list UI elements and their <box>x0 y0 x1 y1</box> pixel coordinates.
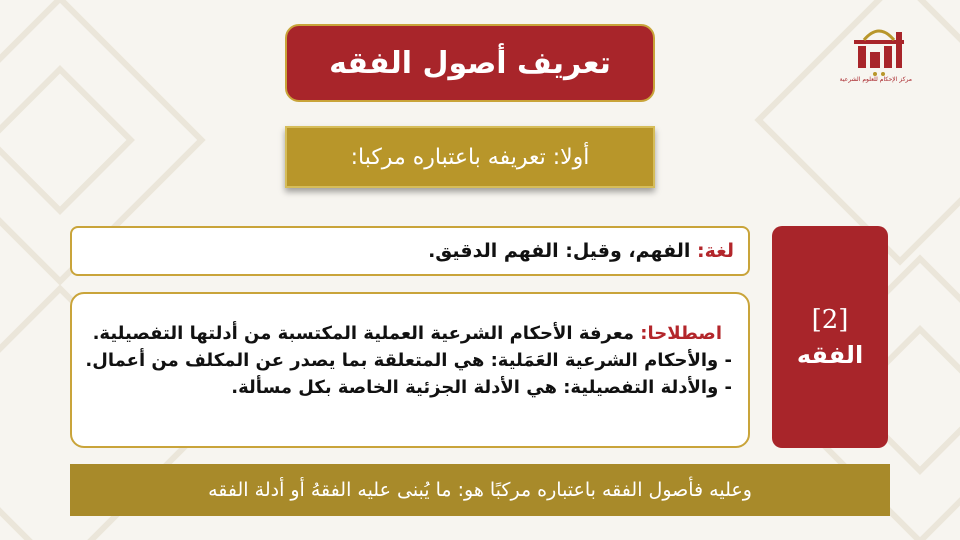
language-label: لغة: <box>697 240 734 262</box>
technical-text: معرفة الأحكام الشرعية العملية المكتسبة من أدلتها التفصيلية. <box>92 323 641 344</box>
language-text-a: الفهم، وقيل: <box>558 240 698 262</box>
conclusion-banner: وعليه فأصول الفقه باعتباره مركبًا هو: ما يُبنى عليه الفقهُ أو أدلة الفقه <box>70 464 890 516</box>
technical-label: اصطلاحا: <box>640 323 722 344</box>
term-number: [2] <box>811 305 849 335</box>
term-label: الفقه <box>796 341 864 369</box>
language-text-b: الفهم الدقيق. <box>428 240 559 262</box>
technical-line-1 <box>84 320 732 347</box>
logo-tagline: مركز الإحكام للعلوم الشرعية <box>839 76 912 83</box>
language-definition <box>70 226 750 276</box>
slide-title: تعريف أصول الفقه <box>285 24 655 102</box>
technical-line-3: - والأدلة التفصيلية: هي الأدلة الجزئية الخاصة بكل مسألة. <box>231 377 732 398</box>
section-heading: أولا: تعريفه باعتباره مركبا: <box>285 126 655 188</box>
technical-definition <box>70 292 750 448</box>
technical-line-2: - والأحكام الشرعية العَمَلية: هي المتعلقة بما يصدر عن المكلف من أعمال. <box>85 350 732 371</box>
term-card <box>772 226 888 448</box>
